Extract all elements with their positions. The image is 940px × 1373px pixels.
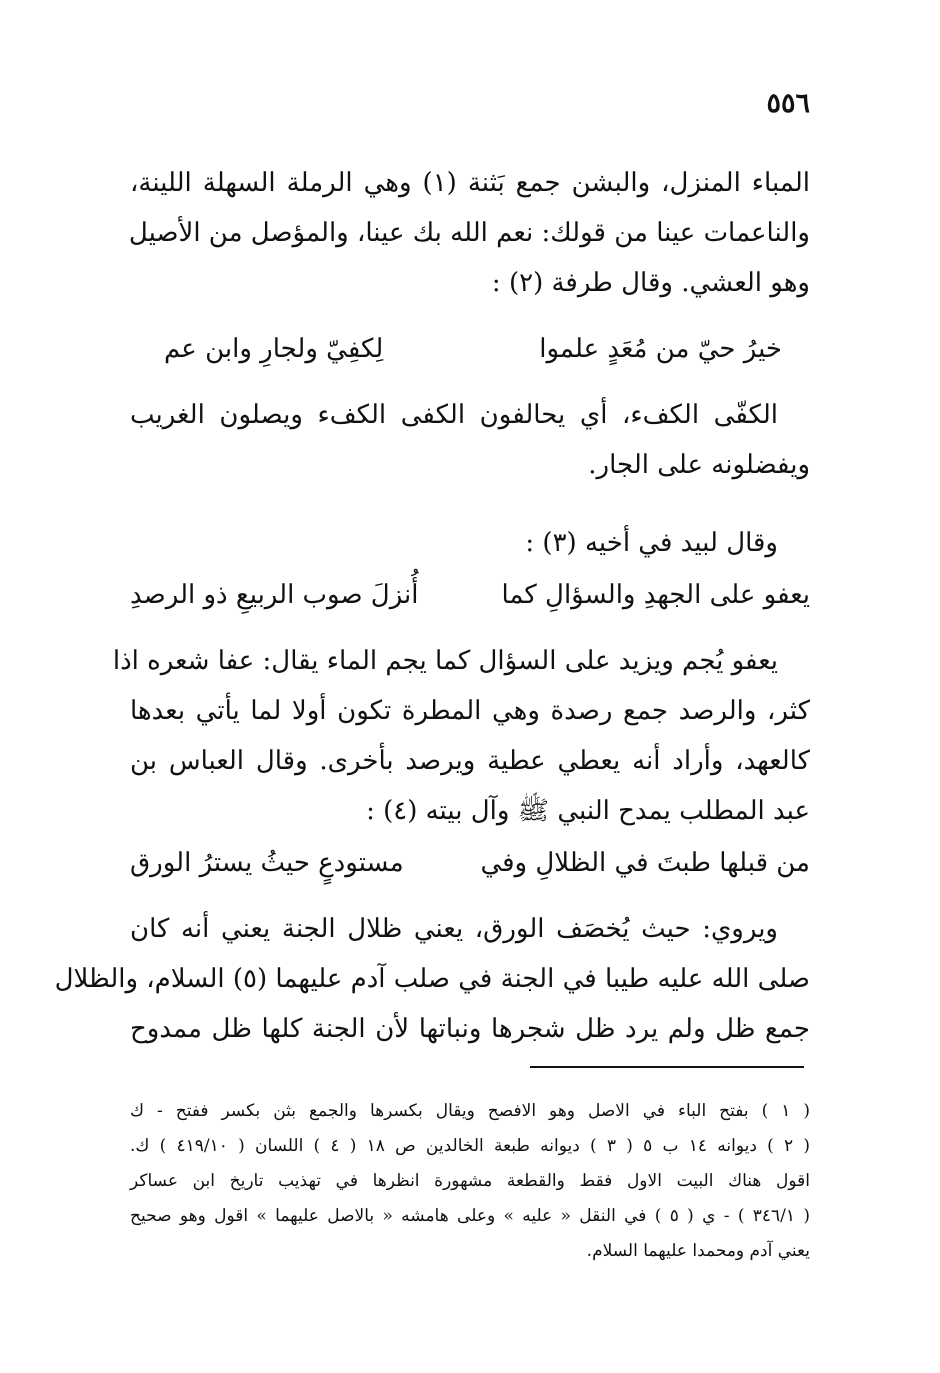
text-line: جمع ظل ولم يرد ظل شجرها ونباتها لأن الجنة كلها ظل ممدوح [130,1014,810,1044]
text-line: المباء المنزل، والبشن جمع بَثنة (١) وهي الرملة السهلة اللينة، [130,168,810,198]
text-line: الكفّى الكفء، أي يحالفون الكفى الكفء ويصلون الغريب [130,400,778,430]
main-text [54,158,810,1054]
text-line: ويروي: حيث يُخصَف الورق، يعني ظلال الجنة يعني أنه كان [130,914,778,944]
page-number: ٥٥٦ [766,88,810,119]
footnote-line: ( ٣٤٦/١ ) - ي ( ٥ ) في النقل « عليه » وعلى هامشه « بالاصل عليهما » اقول وهو صحيح [130,1206,811,1226]
verse-tarafa [130,322,810,376]
text-line: وقال لبيد في أخيه (٣) : [525,528,778,558]
text-line: صلى الله عليه طيبا في الجنة في صلب آدم عليهما (٥) السلام، والظلال [54,964,810,994]
footnote-line: ( ٢ ) ديوانه ١٤ ب ٥ ( ٣ ) ديوانه طبعة الخالدين ص ١٨ ( ٤ ) اللسان ( ٤١٩/١٠ ) ك. [130,1136,810,1156]
verse-abbas [130,836,810,890]
verse-labid [130,568,810,622]
text-line: كالعهد، وأراد أنه يعطي عطية ويرصد بأخرى. وقال العباس بن [130,746,810,776]
footnote-line: يعني آدم ومحمدا عليهما السلام. [586,1241,810,1261]
verse-first-hemistich: من قبلها طبتَ في الظلالِ وفي [480,848,810,878]
text-line: وهو العشي. وقال طرفة (٢) : [491,268,810,298]
text-line: والناعمات عينا من قولك: نعم الله بك عينا، والمؤصل من الأصيل [128,218,810,248]
text-line: يعفو يُجم ويزيد على السؤال كما يجم الماء يقال: عفا شعره اذا [112,646,778,676]
verse-second-hemistich: مستودعٍ حيثُ يسترُ الورق [130,848,404,878]
verse-first-hemistich: خيرُ حيّ من مُعَدٍ علموا [539,334,782,364]
footnote-line: اقول هناك البيت الاول فقط والقطعة مشهورة انظرها في تهذيب تاريخ ابن عساكر [130,1171,810,1191]
footnotes [130,1094,810,1269]
verse-second-hemistich: لِكفِيّ ولجارِ وابن عم [164,334,384,364]
verse-first-hemistich: يعفو على الجهدِ والسؤالِ كما [501,580,810,610]
text-line: ويفضلونه على الجار. [588,450,810,480]
footnote-divider [530,1066,804,1068]
text-line: كثر، والرصد جمع رصدة وهي المطرة تكون أولا لما يأتي بعدها [130,696,810,726]
text-line: عبد المطلب يمدح النبي ﷺ وآل بيته (٤) : [366,796,810,826]
verse-second-hemistich: أُنزلَ صوب الربيعِ ذو الرصدِ [130,580,419,610]
footnote-line: ( ١ ) بفتح الباء في الاصل وهو الافصح ويقال بكسرها والجمع بثن بكسر ففتح - ك [130,1101,810,1121]
